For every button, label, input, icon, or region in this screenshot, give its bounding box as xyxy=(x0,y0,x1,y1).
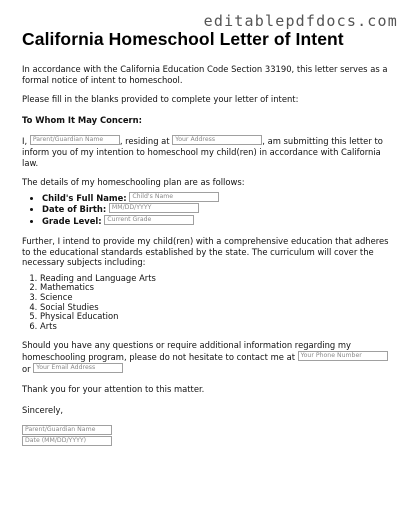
guardian-name-field[interactable]: Parent/Guardian Name xyxy=(30,135,120,145)
letter-page xyxy=(22,29,392,446)
signature-date-field[interactable]: Date (MM/DD/YYYY) xyxy=(22,436,112,446)
statement-prefix: I, xyxy=(22,136,28,147)
thanks-paragraph: Thank you for your attention to this matter. xyxy=(22,384,205,395)
grade-field[interactable]: Current Grade xyxy=(104,215,194,225)
child-name-field[interactable]: Child's Name xyxy=(129,192,219,202)
statement-suffix: , am submitting this letter to inform you of my intention to homeschool my child(ren) in accordance with California law. xyxy=(22,136,383,168)
subjects-list xyxy=(22,274,392,332)
plan-item-child-name xyxy=(42,192,392,203)
list-item: 6. Arts xyxy=(40,322,392,332)
plan-item-grade xyxy=(42,215,392,226)
curriculum-paragraph: Further, I intend to provide my child(ren) with a comprehensive education that adheres to the educational standards established by the state. The curriculum will cover the necessary subjects including: xyxy=(22,235,389,268)
signature-name-field[interactable]: Parent/Guardian Name xyxy=(22,425,112,435)
dob-field[interactable]: MM/DD/YYYY xyxy=(109,203,199,213)
address-field[interactable]: Your Address xyxy=(172,135,262,145)
contact-paragraph xyxy=(22,340,392,374)
statement-residing: , residing at xyxy=(119,136,170,147)
instruction-paragraph: Please fill in the blanks provided to complete your letter of intent: xyxy=(22,94,299,105)
contact-or: or xyxy=(22,363,31,374)
plan-label: Child's Full Name: xyxy=(42,192,127,203)
statement-paragraph xyxy=(22,135,392,168)
email-field[interactable]: Your Email Address xyxy=(33,363,123,373)
details-intro: The details of my homeschooling plan are as follows: xyxy=(22,177,245,188)
list-item: 1. Reading and Language Arts xyxy=(40,274,392,284)
list-item: 4. Social Studies xyxy=(40,303,392,313)
phone-field[interactable]: Your Phone Number xyxy=(298,351,388,361)
plan-list xyxy=(22,192,392,226)
plan-item-dob xyxy=(42,203,392,214)
watermark: editablepdfdocs.com xyxy=(203,12,398,30)
page-title: California Homeschool Letter of Intent xyxy=(22,29,344,49)
list-item: 2. Mathematics xyxy=(40,283,392,293)
salutation: To Whom It May Concern: xyxy=(22,114,142,125)
intro-paragraph: In accordance with the California Education Code Section 33190, this letter serves as a formal notice of intent to homeschool. xyxy=(22,64,388,85)
closing: Sincerely, xyxy=(22,404,64,415)
plan-label: Grade Level: xyxy=(42,215,102,226)
signature-block xyxy=(22,425,392,446)
list-item: 3. Science xyxy=(40,293,392,303)
plan-label: Date of Birth: xyxy=(42,204,107,215)
contact-text: Should you have any questions or require additional information regarding my homeschooling program, please do not hesitate to contact me at xyxy=(22,340,352,362)
list-item: 5. Physical Education xyxy=(40,312,392,322)
